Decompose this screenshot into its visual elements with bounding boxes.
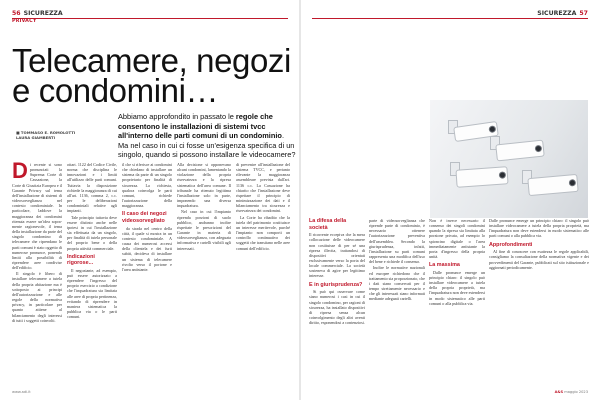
camera-lens <box>488 125 496 133</box>
column-1 <box>12 162 62 390</box>
right-section-name: SICUREZZA <box>537 10 577 17</box>
cameras-photo <box>430 100 588 218</box>
right-footer <box>555 390 588 394</box>
left-page-number: 56 <box>12 10 21 17</box>
column-4 <box>177 162 231 390</box>
col2-para2: Tale principio tuttavia deve essere distinto anche nelle ipotesi in cui l'installazione sia effettuata da un singolo, per finalità di tutela personale del proprio bene o della propria attività commerciale. <box>67 214 117 251</box>
right-page-number: 57 <box>579 10 588 17</box>
col3-para2: da strada nel centro della città, il quale si mostra in un contesto condominiale. A causa dei numerosi accessi della clientela e dei furti subiti, decideva di installare un sistema di telecamere rivolto verso il portone e l'area antistante. <box>122 225 172 272</box>
subhead-approfondimenti: Approfondimenti <box>489 241 533 248</box>
col9-para1: Dalle pronunce emerge un principio chiaro: il singolo può installare videocamere a tutela della propria proprietà, ma l'inquadratura non deve estendersi in modo sistematico alle parti comuni o alla pubblica via. <box>489 218 589 239</box>
col5-para2: La Corte ha ribadito che la tutela del patrimonio costituisce un interesse meritevole, purché l'impianto non comporti un controllo continuativo dei soggetti che transitano nelle aree comuni dell'edificio. <box>236 214 290 251</box>
col5-para1: di prevenire all'installazione del sistema TVCC, e pertanto rilevante la maggioranza assembleare prevista dall'art. 1136 c.c. La Cassazione ha chiarito che l'installazione deve rispettare il principio di minimizzazione dei dati e il bilanciamento tra sicurezza e riservatezza dei condomini. <box>236 162 290 214</box>
subhead-negozi: Il caso dei negozi videosorvegliato <box>122 211 167 224</box>
column-2 <box>67 162 117 390</box>
column-8 <box>429 218 485 390</box>
col7-para1: parte di videosorveglianza che riprende parte di condominio, è necessario ottenere l'autorizzazione preventiva dell'assemblea. Secondo la giurisprudenza, infatti, l'installazione su parti comuni rappresenta una modifica dell'uso del bene e richiede il consenso. <box>369 218 425 265</box>
col1-para1: i recente si sono pronunciati la Suprema Corte di Cassazione, la Corte di Giustizia Europea e il Garante Privacy sul tema dell'installazione di sistemi di videosorveglianza nel contesto condominiale. In particolare, laddove la maggioranza dei condomini ritenuta essere un'idea sopra-mente ragionevole, il tema della installazione da parte del singolo condomino di telecamere che riprendano le parti comuni è stato oggetto di numerose pronunce, ponendo limiti alla possibilità di riprendere aree condivise dell'edificio. <box>12 162 62 271</box>
article-lead <box>118 112 296 160</box>
title-line-1: Telecamere, negozi <box>12 42 291 79</box>
lead-bold: regole che consentono le installazioni di sistemi tvcc all'interno delle parti comuni di un condominio <box>118 112 282 141</box>
col4-para1: Alla decisione si opponevano alcuni condomini, lamentando la violazione della propria riservatezza e la ripresa sistematica dell'area comune. Il tribunale ha ritenuto legittima l'installazione solo in parte, imponendo una diversa inquadratura. <box>177 162 231 209</box>
camera-lens <box>569 179 577 187</box>
col2-para1: ottart. 1122 del Codice Civile, norma che disciplina le innovazioni e i limiti all'utilizzo delle parti comuni. Tuttavia la disposizione richiede la maggioranza di cui all'art. 1136, comma 2, c.c. per le deliberazioni condominiali relative agli impianti. <box>67 162 117 214</box>
drop-cap: D <box>12 162 28 183</box>
left-footer: www.adi.it <box>12 390 31 394</box>
column-9 <box>489 218 589 390</box>
col4-para2: Nel caso in cui l'impianto riprenda porzioni di suolo pubblico, andranno inoltre rispettate le prescrizioni del Garante in materia di videosorveglianza, con adeguata informativa e cartelli visibili agli interessati. <box>177 209 231 251</box>
col6-para2: Si può qui osservare come siano numerosi i casi in cui il singolo condomino, per ragioni di sicurezza, ha installato dispositivi di ripresa senza alcun coinvolgimento degli altri aventi diritto, esponendosi a contenziosi. <box>309 289 365 326</box>
col1-para2: Il singolo è libero di installare telecamere a tutela della propria abitazione ma è sottoposto ai principi dell'autorizzazione e alle regole della normativa privacy, in particolare per quanto attiene al bilanciamento degli interessi di tutti i soggetti coinvolti. <box>12 271 62 323</box>
footer-issue: maggio 2023 <box>564 390 588 394</box>
column-7 <box>369 218 425 390</box>
footer-brand: A&S <box>554 390 564 394</box>
column-3 <box>122 162 172 390</box>
col2-para3: Il negoziante, ad esempio, può essere autorizzato a riprendere l'ingresso del proprio esercizio a condizione che l'inquadratura sia limitata alle aree di propria pertinenza, evitando di riprendere in maniera sistematica la pubblica via o le parti comuni. <box>67 267 117 320</box>
col8-para1: Non è invece necessario il consenso dei singoli condomini quando la ripresa sia limitata alla porzione privata, ad esempio lo spioncino digitale o l'area immediatamente antistante la porta d'ingresso della propria unità. <box>429 218 485 260</box>
subhead-giurisprudenza: E in giurisprudenza? <box>309 281 363 288</box>
section-kicker: PRIVACY <box>12 19 37 24</box>
left-header-rule <box>12 18 288 19</box>
subhead-difesa: La difesa della società <box>309 218 347 231</box>
column-6 <box>309 218 365 390</box>
subhead-indicazioni: Indicazioni rigorose... <box>67 253 95 267</box>
lead-text-1: Abbiamo approfondito in passato le <box>118 112 236 121</box>
lead-text-2: . Ma nel caso in cui ci fosse un'esigenza specifica di un singolo, quando si possono installare le videocamere? <box>118 131 296 160</box>
camera-lens <box>499 171 506 178</box>
subhead-massima: La massima <box>429 262 460 269</box>
camera-3 <box>455 166 508 188</box>
column-5 <box>236 162 290 390</box>
col6-para1: Il ricorrente eccepiva che la mera collocazione delle videocamere non costituisse di per sé una ripresa illecita, trattandosi di dispositivi orientati esclusivamente verso la porta del locale commerciale. La società sosteneva di agire per legittimo interesse. <box>309 232 365 279</box>
article-title <box>12 42 572 109</box>
right-header-rule <box>312 18 588 19</box>
col7-para2: Inoltre le normative nazionali ed europee richiedono che il trattamento sia proporzionato, che i dati siano conservati per il tempo strettamente necessario e che gli interessati siano informati mediante adeguati cartelli. <box>369 265 425 302</box>
col8-para2: Dalle pronunce emerge un principio chiaro: il singolo può installare videocamere a tutela della propria proprietà, ma l'inquadratura non deve estendersi in modo sistematico alle parti comuni o alla pubblica via. <box>429 269 485 306</box>
title-line-2: e condomini… <box>12 72 219 109</box>
left-section-name: SICUREZZA <box>23 10 63 17</box>
byline <box>16 130 106 140</box>
author-2: LAURA GIAMBERTI <box>16 135 55 140</box>
left-running-header <box>12 10 63 17</box>
author-1: ■ TOMMASO E. ROMOLOTTI <box>16 130 76 135</box>
col9-para2: Al fine di conoscere con esattezza le regole applicabili, consigliamo la consultazione della normativa vigente e dei provvedimenti del Garante, pubblicati sul sito istituzionale e aggiornati periodicamente. <box>489 249 589 270</box>
col3-para1: il che si riferisce ai condomini che chiedano di installare un sistema da parte di un singolo proprietario per finalità di sicurezza. La richiesta, qualora coinvolga le parti comuni, richiede l'autorizzazione della maggioranza. <box>122 162 172 209</box>
camera-lens <box>535 145 543 153</box>
right-running-header <box>537 10 588 17</box>
